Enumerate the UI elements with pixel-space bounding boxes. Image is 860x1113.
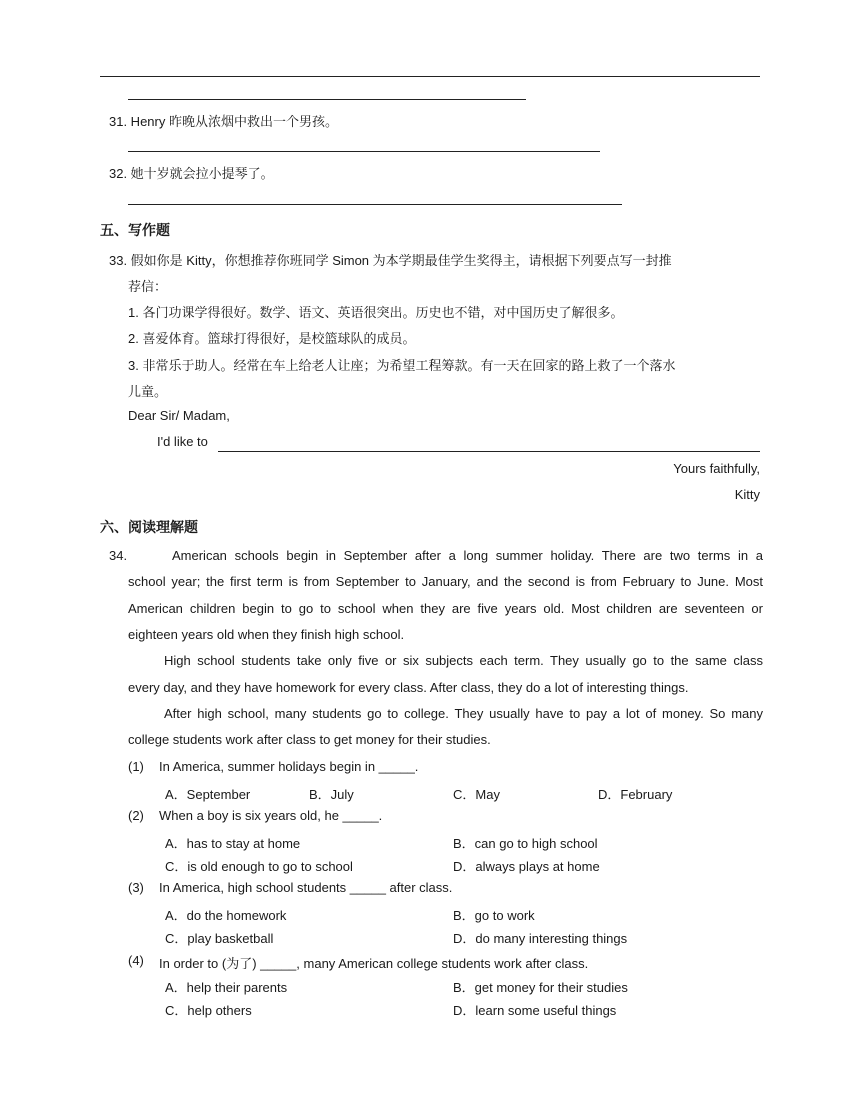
passage-p1-line3: American children begin to go to school when they are five years old. Most children are seventeen or xyxy=(128,601,763,616)
letter-signature: Kitty xyxy=(734,487,760,502)
option-d[interactable]: D．always plays at home xyxy=(453,859,600,874)
subquestion-number: (2) xyxy=(128,808,144,823)
option-d[interactable]: D．do many interesting things xyxy=(453,931,628,946)
section-heading-reading: 六、阅读理解题 xyxy=(100,519,198,535)
answer-line-31[interactable] xyxy=(128,151,600,152)
passage-p1-line1: American schools begin in September after a long summer holiday. There are two terms in a xyxy=(172,548,763,563)
writing-point-3-line1: 3. 非常乐于助人。经常在车上给老人让座；为希望工程筹款。有一天在回家的路上救了一个落水 xyxy=(128,358,676,373)
section-heading-writing: 五、写作题 xyxy=(100,222,170,238)
option-b[interactable]: B．get money for their studies xyxy=(453,980,628,995)
answer-line xyxy=(100,76,760,77)
letter-opening: I'd like to xyxy=(157,434,208,449)
passage-p3-line2: college students work after class to get money for their studies. xyxy=(128,732,491,747)
option-c[interactable]: C．play basketball xyxy=(165,931,274,946)
option-b[interactable]: B．go to work xyxy=(453,908,535,923)
option-a[interactable]: A．September xyxy=(165,787,251,802)
writing-point-2: 2. 喜爱体育。篮球打得很好，是校篮球队的成员。 xyxy=(128,331,416,346)
letter-salutation: Dear Sir/ Madam, xyxy=(128,408,230,423)
passage-p2-line1: High school students take only five or six subjects each term. They usually go to the same class xyxy=(164,653,763,668)
option-d[interactable]: D．learn some useful things xyxy=(453,1003,617,1018)
question-34-number: 34. xyxy=(109,548,128,563)
option-c[interactable]: C．is old enough to go to school xyxy=(165,859,353,874)
subquestion-text: In order to (为了) _____, many American college students work after class. xyxy=(159,956,589,971)
option-a[interactable]: A．has to stay at home xyxy=(165,836,301,851)
answer-line-32[interactable] xyxy=(128,204,622,205)
passage-p1-line2: school year; the first term is from September to January, and the second is from February to June. Most xyxy=(128,574,763,589)
option-c[interactable]: C．help others xyxy=(165,1003,252,1018)
answer-line xyxy=(128,99,526,100)
subquestion-number: (3) xyxy=(128,880,144,895)
passage-p1-line4: eighteen years old when they finish high school. xyxy=(128,627,405,642)
subquestion-number: (4) xyxy=(128,953,144,968)
option-c[interactable]: C．May xyxy=(453,787,500,802)
option-d[interactable]: D．February xyxy=(598,787,673,802)
subquestion-text: In America, summer holidays begin in _____. xyxy=(159,759,419,774)
question-32: 32. 她十岁就会拉小提琴了。 xyxy=(109,166,274,181)
writing-point-3-line2: 儿童。 xyxy=(128,384,168,399)
subquestion-text: In America, high school students _____ after class. xyxy=(159,880,453,895)
question-33-line2: 荐信： xyxy=(128,279,168,294)
option-b[interactable]: B．July xyxy=(309,787,354,802)
option-a[interactable]: A．help their parents xyxy=(165,980,288,995)
writing-point-1: 1. 各门功课学得很好。数学、语文、英语很突出。历史也不错，对中国历史了解很多。 xyxy=(128,305,624,320)
passage-p2-line2: every day, and they have homework for every class. After class, they do a lot of interesting things. xyxy=(128,680,689,695)
subquestion-text: When a boy is six years old, he _____. xyxy=(159,808,383,823)
question-33-line1: 33. 假如你是 Kitty，你想推荐你班同学 Simon 为本学期最佳学生奖得主，请根据下列要点写一封推 xyxy=(109,253,672,268)
letter-closing: Yours faithfully, xyxy=(673,461,760,476)
option-a[interactable]: A．do the homework xyxy=(165,908,287,923)
letter-answer-line[interactable] xyxy=(218,451,760,452)
subquestion-number: (1) xyxy=(128,759,144,774)
passage-p3-line1: After high school, many students go to college. They usually have to pay a lot of money. So many xyxy=(164,706,763,721)
option-b[interactable]: B．can go to high school xyxy=(453,836,598,851)
question-31: 31. Henry 昨晚从浓烟中救出一个男孩。 xyxy=(109,114,338,129)
